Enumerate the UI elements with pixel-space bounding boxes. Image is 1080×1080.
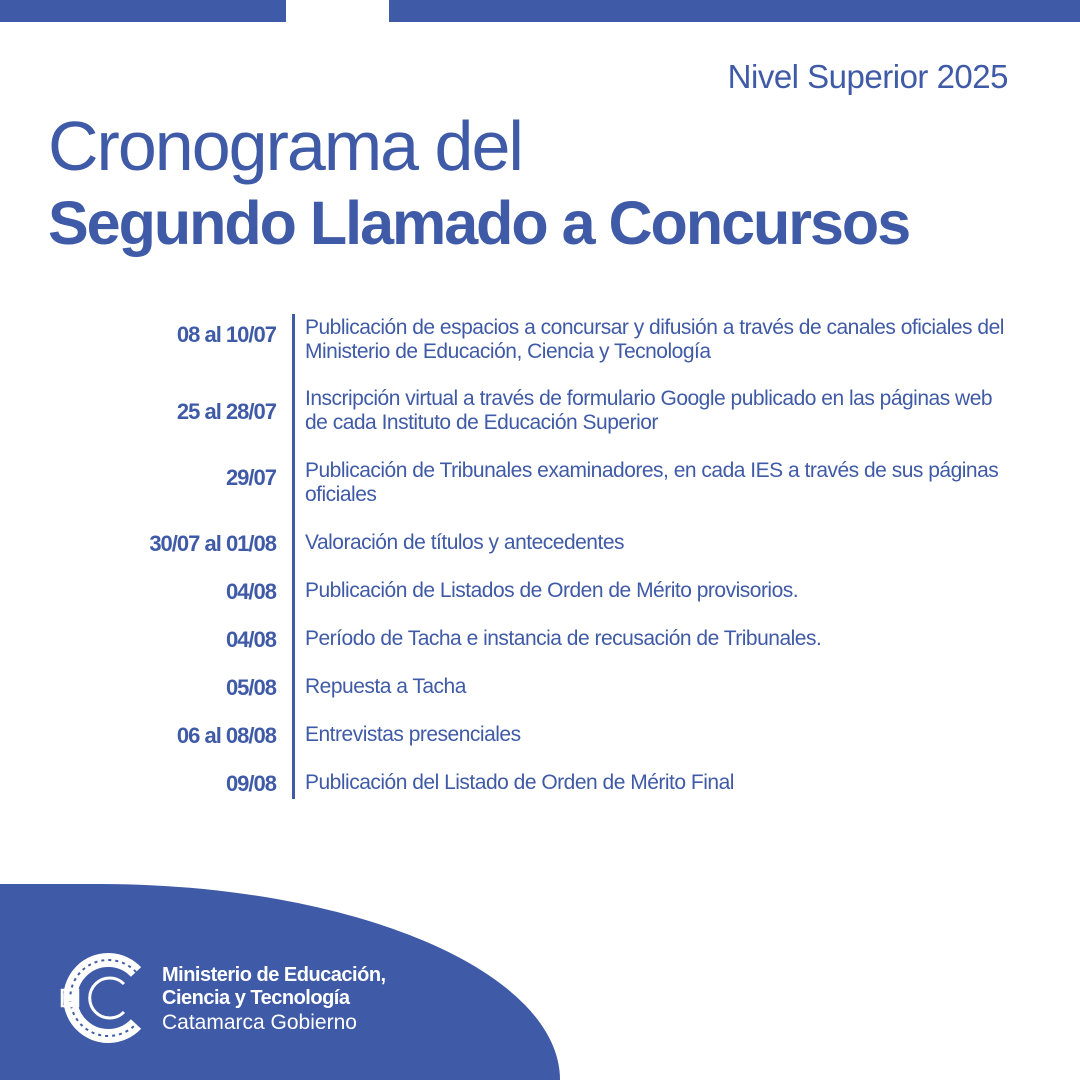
schedule-text: Entrevistas presenciales (305, 723, 521, 746)
subtitle: Nivel Superior 2025 (727, 58, 1008, 95)
schedule-text: Publicación de Listados de Orden de Mérito provisorios. (305, 579, 799, 602)
ministry-logo-icon (58, 952, 154, 1044)
ministry-line2: Ciencia y Tecnología (162, 987, 350, 1009)
schedule-date: 04/08 (225, 579, 276, 604)
schedule-date: 30/07 al 01/08 (149, 531, 276, 556)
timeline-divider (292, 314, 295, 799)
schedule-date: 29/07 (225, 465, 276, 490)
schedule-text: Valoración de títulos y antecedentes (305, 531, 624, 554)
top-accent-bar-right (389, 0, 1080, 22)
page-title-line2: Segundo Llamado a Concursos (48, 189, 910, 257)
schedule-text: Publicación del Listado de Orden de Mérito Final (305, 771, 734, 794)
top-accent-bar-left (0, 0, 286, 22)
schedule-text: Publicación de espacios a concursar y difusión a través de canales oficiales del Ministerio de Educación, Ciencia y Tecnología (305, 316, 1004, 363)
schedule-date: 06 al 08/08 (176, 723, 276, 748)
schedule-text: Repuesta a Tacha (305, 675, 466, 698)
schedule-text: Publicación de Tribunales examinadores, en cada IES a través de sus páginas oficiales (305, 459, 999, 506)
schedule-date: 25 al 28/07 (176, 399, 276, 424)
schedule-text: Inscripción virtual a través de formulario Google publicado en las páginas web de cada Instituto de Educación Superior (305, 387, 993, 434)
schedule-text: Período de Tacha e instancia de recusación de Tribunales. (305, 627, 822, 650)
schedule-date: 08 al 10/07 (176, 322, 276, 347)
ministry-name (162, 964, 386, 1035)
schedule-date: 04/08 (225, 627, 276, 652)
schedule-date: 09/08 (225, 771, 276, 796)
page-title-line1: Cronograma del (48, 107, 522, 185)
ministry-line3: Catamarca Gobierno (162, 1011, 357, 1034)
ministry-line1: Ministerio de Educación, (162, 964, 386, 986)
schedule-date: 05/08 (225, 675, 276, 700)
